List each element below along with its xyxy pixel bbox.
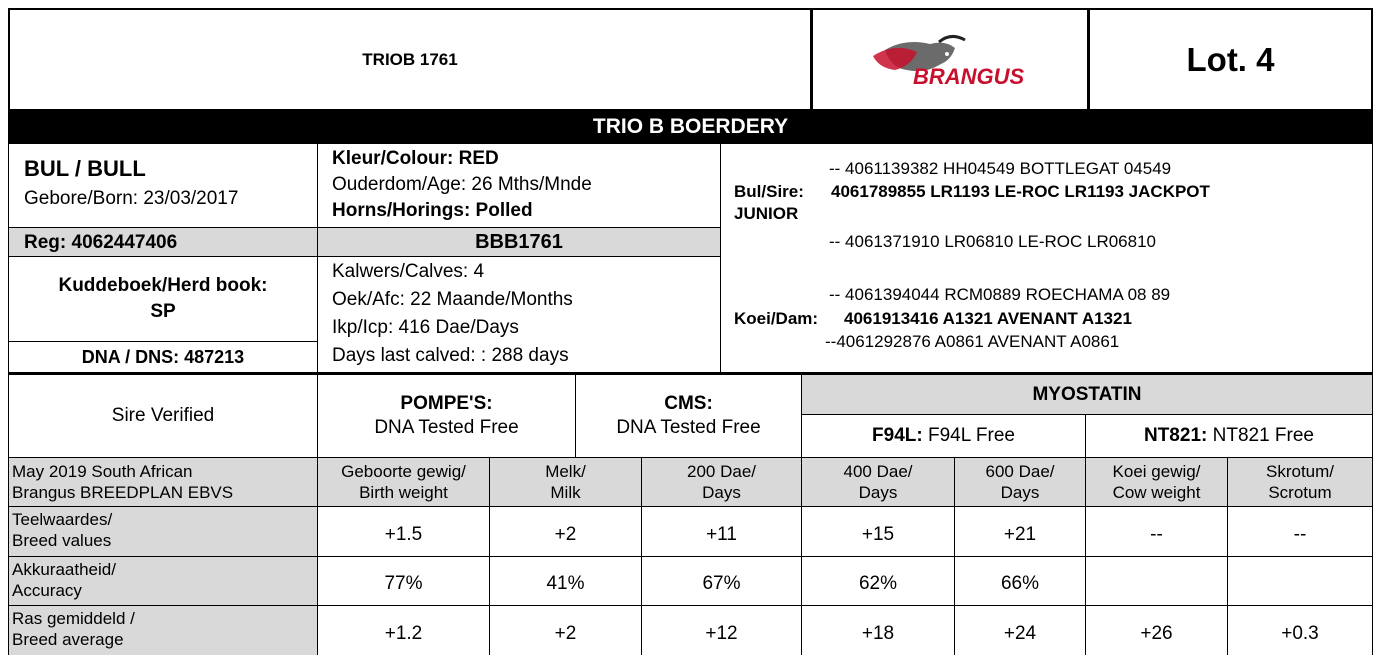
animal-id	[8, 8, 812, 111]
ebv-value: 41%	[546, 573, 585, 594]
ebv-value-cell	[641, 605, 802, 655]
myostatin-text: MYOSTATIN	[1032, 383, 1142, 405]
ebv-value-cell	[1085, 605, 1228, 655]
ebv-row-label-line: Breed values	[12, 531, 112, 550]
ebv-value: +2	[554, 523, 577, 545]
ebv-value-cell	[1085, 556, 1228, 606]
cms-label: CMS:	[664, 393, 713, 414]
tag-text: BBB1761	[475, 230, 563, 253]
ebv-column-header-line: Scrotum	[1268, 483, 1332, 502]
ebv-title-line2: Brangus BREEDPLAN EBVS	[12, 483, 234, 502]
ebv-value: 67%	[702, 573, 741, 594]
ebv-value-cell	[489, 556, 642, 606]
dam-label: Koei/Dam:	[734, 309, 819, 328]
reg-text: Reg: 4062447406	[24, 232, 178, 253]
ebv-column-header	[954, 457, 1086, 507]
herdbook-label: Kuddeboek/Herd book:	[58, 275, 268, 296]
animal-id-text: TRIOB 1761	[362, 49, 458, 69]
dna-number	[8, 341, 318, 373]
sire: 4061789855 LR1193 LE-ROC LR1193 JACKPOT	[831, 182, 1210, 201]
ebv-column-header-line: Melk/	[545, 462, 586, 481]
ebv-value: +21	[1003, 523, 1037, 545]
logo-text: BRANGUS	[913, 63, 1025, 89]
sire-dam: -- 4061371910 LR06810 LE-ROC LR06810	[829, 232, 1157, 251]
colour: Kleur/Colour: RED	[332, 148, 499, 169]
ebv-value: +0.3	[1281, 623, 1319, 644]
herdbook-value: SP	[150, 301, 176, 322]
cms-test	[575, 372, 802, 458]
ebv-column-header	[801, 457, 955, 507]
dam-dam: --4061292876 A0861 AVENANT A0861	[825, 332, 1120, 351]
ebv-row-label	[8, 605, 318, 655]
ebv-value: +2	[554, 623, 577, 644]
ebv-value-cell	[954, 556, 1086, 606]
ebv-value-cell	[317, 556, 490, 606]
nt821-test	[1085, 414, 1373, 458]
ebv-value-cell	[1227, 506, 1373, 557]
brangus-logo	[811, 8, 1089, 111]
ebv-row-label-line: Breed average	[12, 630, 124, 649]
dna-text: DNA / DNS: 487213	[81, 346, 245, 367]
horns: Horns/Horings: Polled	[332, 200, 533, 221]
ebv-column-header-line: Skrotum/	[1265, 462, 1335, 481]
reg-number	[8, 227, 318, 257]
ebv-row-label-line: Accuracy	[12, 581, 82, 600]
tag-number	[317, 227, 721, 257]
ebv-column-header	[1085, 457, 1228, 507]
afc: Oek/Afc: 22 Maande/Months	[332, 289, 573, 310]
calving-cell	[317, 256, 721, 373]
f94l-value: F94L Free	[928, 425, 1015, 446]
ebv-value: --	[1150, 523, 1163, 545]
breeder-name: TRIO B BOERDERY	[592, 115, 789, 138]
ebv-value-cell	[317, 605, 490, 655]
ebv-value-cell	[641, 556, 802, 606]
ebv-column-header	[489, 457, 642, 507]
ebv-value-cell	[1227, 556, 1373, 606]
ebv-column-header-line: Days	[858, 483, 898, 502]
ebv-value: +15	[861, 523, 895, 545]
ebv-row-label	[8, 556, 318, 606]
ebv-value-cell	[801, 506, 955, 557]
f94l-test	[801, 414, 1086, 458]
dam: 4061913416 A1321 AVENANT A1321	[844, 309, 1132, 328]
herdbook-cell	[8, 256, 318, 342]
nt821-value: NT821 Free	[1212, 425, 1314, 446]
animal-type-cell	[8, 143, 318, 228]
pompe-value: DNA Tested Free	[374, 417, 519, 438]
ebv-value: 62%	[858, 573, 898, 594]
sire-verified	[8, 372, 318, 458]
ebv-column-header-line: 600 Dae/	[985, 462, 1055, 481]
ebv-row-label-line: Akkuraatheid/	[12, 560, 116, 579]
icp: Ikp/Icp: 416 Dae/Days	[332, 317, 519, 338]
sire-sire: -- 4061139382 HH04549 BOTTLEGAT 04549	[829, 159, 1172, 178]
ebv-value-cell	[954, 506, 1086, 557]
ebv-value: --	[1293, 523, 1307, 545]
ebv-column-header	[317, 457, 490, 507]
calves: Kalwers/Calves: 4	[332, 261, 485, 282]
ebv-value: +1.5	[384, 523, 423, 545]
ebv-title-line1: May 2019 South African	[12, 462, 193, 481]
ebv-row-label	[8, 506, 318, 557]
ebv-column-header-line: Milk	[550, 483, 581, 502]
born-date: Gebore/Born: 23/03/2017	[24, 188, 239, 209]
last-calved: Days last calved: : 288 days	[332, 345, 569, 366]
lot-text: Lot. 4	[1186, 40, 1275, 78]
ebv-value-cell	[317, 506, 490, 557]
nt821-label: NT821:	[1143, 425, 1208, 446]
pompe-test	[317, 372, 576, 458]
ebv-value: +12	[705, 623, 738, 644]
cms-value: DNA Tested Free	[616, 417, 761, 438]
ebv-column-header-line: Geboorte gewig/	[341, 462, 466, 481]
ebv-title	[8, 457, 318, 507]
lot-number	[1088, 8, 1373, 111]
ebv-value-cell	[641, 506, 802, 557]
ebv-value-cell	[954, 605, 1086, 655]
ebv-value-cell	[489, 506, 642, 557]
colour-age-cell	[317, 143, 721, 228]
ebv-column-header-line: Days	[1000, 483, 1040, 502]
ebv-value-cell	[1085, 506, 1228, 557]
ebv-value: +1.2	[384, 623, 423, 644]
animal-type: BUL / BULL	[24, 156, 146, 181]
ebv-column-header-line: 200 Dae/	[687, 462, 756, 481]
sire-verified-text: Sire Verified	[111, 405, 215, 426]
ebv-column-header-line: Birth weight	[359, 483, 448, 502]
ebv-row-label-line: Ras gemiddeld /	[12, 609, 135, 628]
ebv-column-header	[1227, 457, 1373, 507]
breeder-banner	[8, 110, 1373, 144]
ebv-column-header-line: Days	[702, 483, 741, 502]
ebv-value-cell	[1227, 605, 1373, 655]
ebv-value-cell	[801, 605, 955, 655]
ebv-column-header-line: Cow weight	[1112, 483, 1201, 502]
ebv-value: +26	[1140, 623, 1173, 644]
ebv-column-header	[641, 457, 802, 507]
ebv-column-header-line: Koei gewig/	[1112, 462, 1201, 481]
sire-cont: JUNIOR	[734, 204, 799, 223]
myostatin-header	[801, 372, 1373, 415]
ebv-value: +11	[706, 523, 737, 545]
ebv-row-label-line: Teelwaardes/	[12, 510, 113, 529]
ebv-value: 66%	[1000, 573, 1040, 594]
pedigree-cell	[720, 143, 1373, 373]
ebv-value: +18	[861, 623, 895, 644]
ebv-value: 77%	[384, 573, 423, 594]
pompe-label: POMPE'S:	[400, 393, 493, 414]
dam-sire: -- 4061394044 RCM0889 ROECHAMA 08 89	[829, 285, 1171, 304]
ebv-value: +24	[1003, 623, 1037, 644]
age: Ouderdom/Age: 26 Mths/Mnde	[332, 174, 592, 195]
f94l-label: F94L:	[872, 425, 923, 446]
ebv-value-cell	[489, 605, 642, 655]
sire-label: Bul/Sire:	[734, 182, 804, 201]
ebv-value-cell	[801, 556, 955, 606]
brangus-logo-icon	[855, 30, 1045, 90]
ebv-column-header-line: 400 Dae/	[843, 462, 913, 481]
